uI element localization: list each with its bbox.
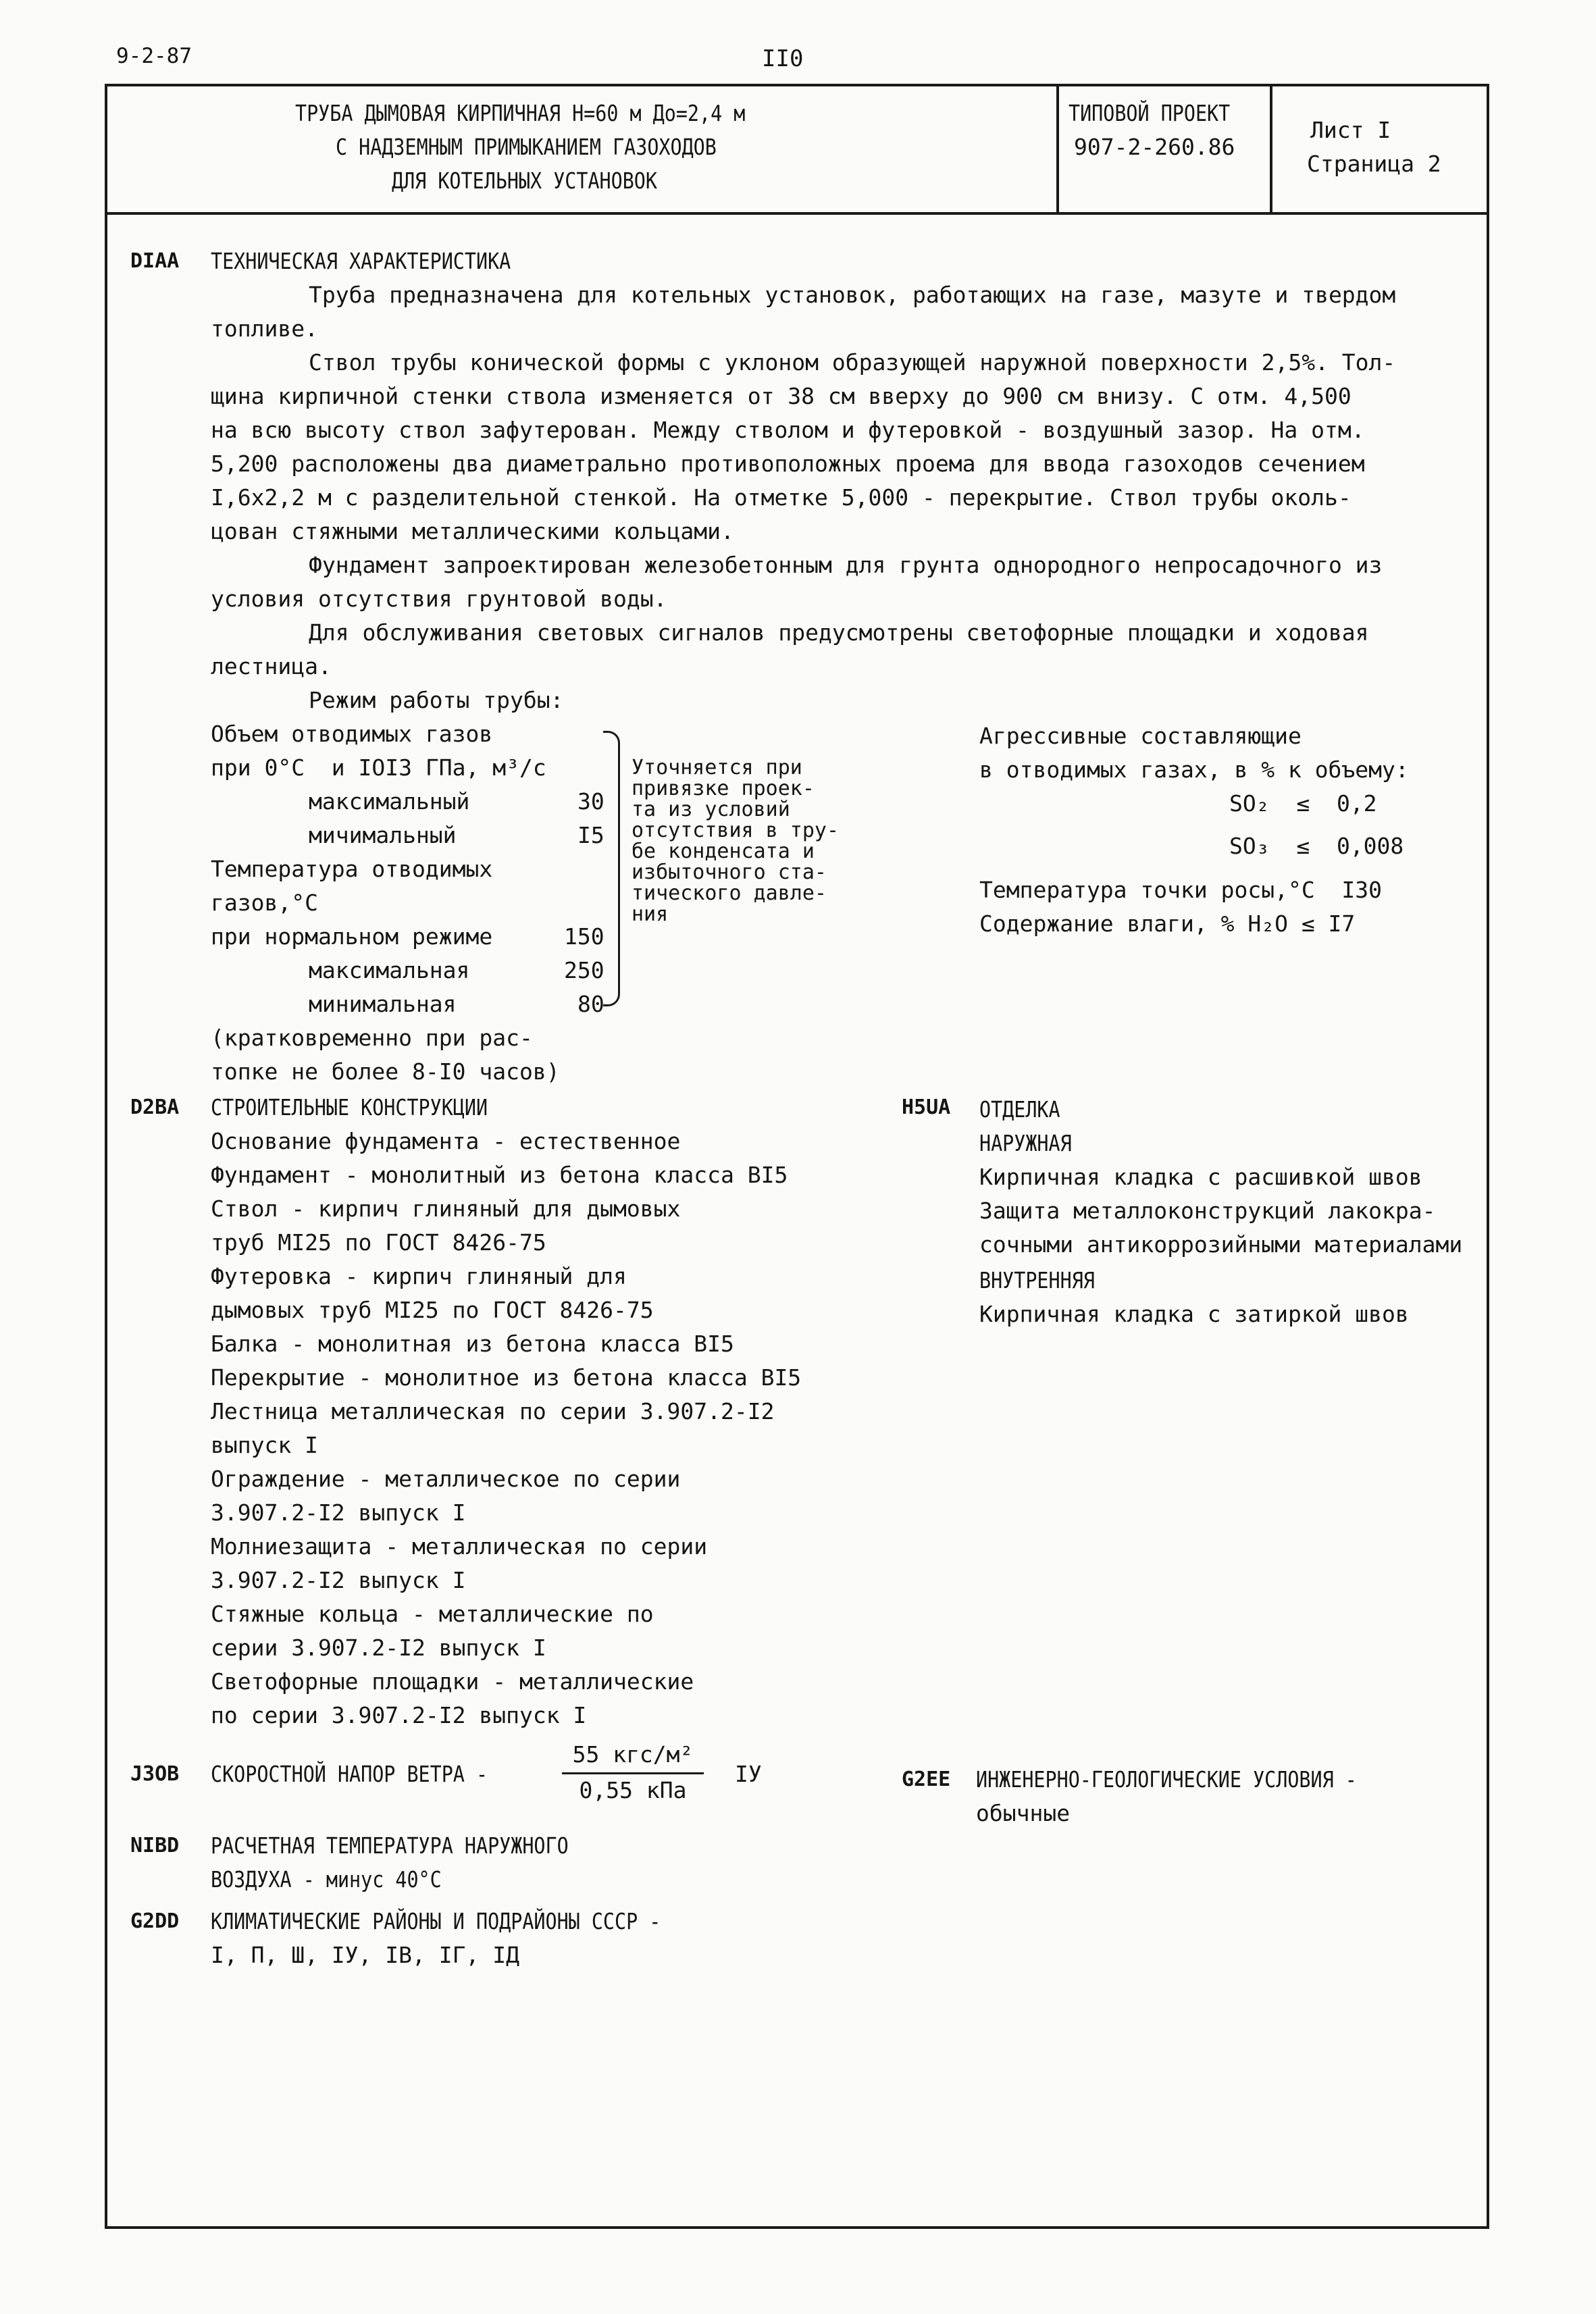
brace [603, 731, 620, 1006]
list-item: Футеровка - кирпич глиняный для [211, 1263, 627, 1289]
list-item: Перекрытие - монолитное из бетона класса BI5 [211, 1364, 802, 1391]
gas-temp-min-value: 80 [577, 991, 604, 1017]
brace-note: бе конденсата и [632, 840, 815, 863]
title-block-separator-1 [1056, 84, 1059, 213]
mode-title: Режим работы трубы: [309, 687, 564, 713]
geological-value: обычные [976, 1800, 1071, 1826]
aggressive-title: Агрессивные составляющие [979, 723, 1302, 749]
series-code: 9-2-87 [116, 44, 192, 68]
section-heading: ТЕХНИЧЕСКАЯ ХАРАКТЕРИСТИКА [211, 248, 511, 274]
body-line: Труба предназначена для котельных установок, работающих на газе, мазуте и твердом [309, 282, 1396, 308]
page-number: II0 [762, 45, 804, 72]
section-code: G2EE [902, 1768, 951, 1791]
body-line: Фундамент запроектирован железобетонным для грунта однородного непросадочного из [309, 552, 1383, 578]
body-line: условия отсутствия грунтовой воды. [211, 586, 667, 612]
section-code: J3OB [130, 1762, 180, 1786]
section-code: H5UA [902, 1096, 951, 1119]
brace-note: ния [632, 902, 669, 926]
title-line-3: ДЛЯ КОТЕЛЬНЫХ УСТАНОВОК [392, 168, 657, 194]
wind-pressure-fraction [562, 1741, 704, 1804]
brace-note: отсутствия в тру- [632, 819, 840, 842]
gas-temp-label: Температура отводимых [211, 856, 493, 882]
title-line-1: ТРУБА ДЫМОВАЯ КИРПИЧНАЯ Н=60 м До=2,4 м [295, 100, 746, 126]
section-code: NIBD [130, 1834, 180, 1857]
outdoor-temperature-line: РАСЧЕТНАЯ ТЕМПЕРАТУРА НАРУЖНОГО [211, 1832, 569, 1859]
section-code: G2DD [130, 1909, 180, 1933]
climatic-regions-line: КЛИМАТИЧЕСКИЕ РАЙОНЫ И ПОДРАЙОНЫ СССР - [211, 1908, 661, 1934]
title-block-separator-2 [1270, 84, 1272, 213]
section-heading: ОТДЕЛКА [979, 1096, 1060, 1123]
body-line: 5,200 расположены два диаметрально противоположных проема для ввода газоходов сечением [211, 451, 1365, 477]
sheet-number: Лист I [1310, 117, 1391, 143]
list-item: по серии 3.907.2-I2 выпуск I [211, 1702, 587, 1728]
title-block-divider [105, 212, 1489, 215]
body-line: I,6х2,2 м с разделительной стенкой. На отметке 5,000 - перекрытие. Ствол трубы околь- [211, 484, 1352, 511]
gas-temp-min-label: минимальная [309, 991, 457, 1017]
list-item: Кирпичная кладка с расшивкой швов [979, 1164, 1422, 1190]
body-line: на всю высоту ствол зафутерован. Между стволом и футеровкой - воздушный зазор. На отм. [211, 417, 1365, 443]
gas-temp-max-value: 250 [564, 957, 604, 983]
note-line: топке не более 8-I0 часов) [211, 1058, 560, 1085]
list-item: дымовых труб MI25 по ГОСТ 8426-75 [211, 1297, 654, 1323]
project-number: 907-2-260.86 [1074, 134, 1235, 160]
gas-volume-label: при 0°С и IOI3 ГПа, м³/с [211, 754, 546, 781]
brace-note: тического давле- [632, 881, 827, 905]
section-code: D2BA [130, 1096, 180, 1119]
list-item: выпуск I [211, 1432, 318, 1458]
brace-note: избыточного ста- [632, 860, 827, 884]
brace-note: Уточняется при [632, 756, 802, 779]
brace-note: та из условий [632, 798, 790, 821]
list-item: Основание фундамента - естественное [211, 1128, 681, 1154]
body-line: Ствол трубы конической формы с уклоном образующей наружной поверхности 2,5%. Тол- [309, 349, 1396, 376]
gas-temp-normal-value: 150 [564, 923, 604, 950]
gas-volume-max-label: максимальный [309, 788, 470, 815]
list-item: Лестница металлическая по серии 3.907.2-I2 [211, 1398, 775, 1424]
aggressive-title: в отводимых газах, в % к объему: [979, 756, 1409, 783]
section-code: DIAA [130, 249, 180, 273]
gas-temp-normal-label: при нормальном режиме [211, 923, 493, 950]
gas-volume-max-value: 30 [577, 788, 604, 815]
fraction-bar [562, 1772, 704, 1774]
list-item: Фундамент - монолитный из бетона класса BI5 [211, 1162, 788, 1188]
body-line: щина кирпичной стенки ствола изменяется от 38 см вверху до 900 см внизу. С отм. 4,500 [211, 383, 1352, 409]
list-item: серии 3.907.2-I2 выпуск I [211, 1635, 546, 1661]
climatic-regions-value: I, П, Ш, IУ, IВ, IГ, IД [211, 1942, 519, 1968]
body-line: Для обслуживания световых сигналов предусмотрены светофорные площадки и ходовая [309, 619, 1369, 646]
title-line-2: С НАДЗЕМНЫМ ПРИМЫКАНИЕМ ГАЗОХОДОВ [336, 134, 717, 160]
sheet-page: Страница 2 [1307, 151, 1441, 177]
list-item: Ограждение - металлическое по серии [211, 1466, 681, 1492]
wind-pressure-numerator: 55 кгс/м² [572, 1741, 694, 1768]
project-label: ТИПОВОЙ ПРОЕКТ [1069, 100, 1231, 126]
gas-temp-label: газов,°С [211, 890, 318, 916]
list-item: сочными антикоррозийными материалами [979, 1231, 1463, 1258]
brace-note: привязке проек- [632, 777, 815, 800]
gas-temp-max-label: максимальная [309, 957, 470, 983]
list-item: Стяжные кольца - металлические по [211, 1601, 654, 1627]
wind-region: IУ [735, 1761, 762, 1787]
list-item: Молниезащита - металлическая по серии [211, 1533, 708, 1560]
body-line: лестница. [211, 653, 332, 679]
list-item: Светофорные площадки - металлические [211, 1668, 694, 1695]
list-item: Ствол - кирпич глиняный для дымовых [211, 1195, 681, 1222]
geological-line: ИНЖЕНЕРНО-ГЕОЛОГИЧЕСКИЕ УСЛОВИЯ - [976, 1766, 1357, 1793]
list-item: Защита металлоконструкций лакокра- [979, 1198, 1436, 1224]
list-item: Балка - монолитная из бетона класса BI5 [211, 1331, 734, 1357]
gas-volume-min-label: мичимальный [309, 822, 457, 848]
list-item: Кирпичная кладка с затиркой швов [979, 1301, 1409, 1327]
list-item: 3.907.2-I2 выпуск I [211, 1567, 466, 1593]
gas-volume-min-value: I5 [577, 822, 604, 848]
so2-value: SO₂ ≤ 0,2 [1229, 790, 1377, 817]
subheading-inner: ВНУТРЕННЯЯ [979, 1267, 1095, 1293]
note-line: (кратковременно при рас- [211, 1025, 533, 1051]
list-item: труб MI25 по ГОСТ 8426-75 [211, 1229, 546, 1256]
wind-pressure-label: СКОРОСТНОЙ НАПОР ВЕТРА - [211, 1761, 488, 1787]
subheading-outer: НАРУЖНАЯ [979, 1130, 1072, 1156]
so3-value: SO₃ ≤ 0,008 [1229, 833, 1404, 859]
outdoor-temperature-value: ВОЗДУХА - минус 40°С [211, 1866, 442, 1893]
section-heading: СТРОИТЕЛЬНЫЕ КОНСТРУКЦИИ [211, 1094, 488, 1121]
body-line: топливе. [211, 315, 318, 342]
wind-pressure-denominator: 0,55 кПа [579, 1777, 687, 1803]
body-line: цован стяжными металлическими кольцами. [211, 518, 734, 544]
list-item: 3.907.2-I2 выпуск I [211, 1499, 466, 1526]
gas-volume-label: Объем отводимых газов [211, 721, 493, 747]
moisture-content: Содержание влаги, % H₂O ≤ I7 [979, 910, 1356, 937]
dew-point: Температура точки росы,°С I30 [979, 877, 1383, 903]
